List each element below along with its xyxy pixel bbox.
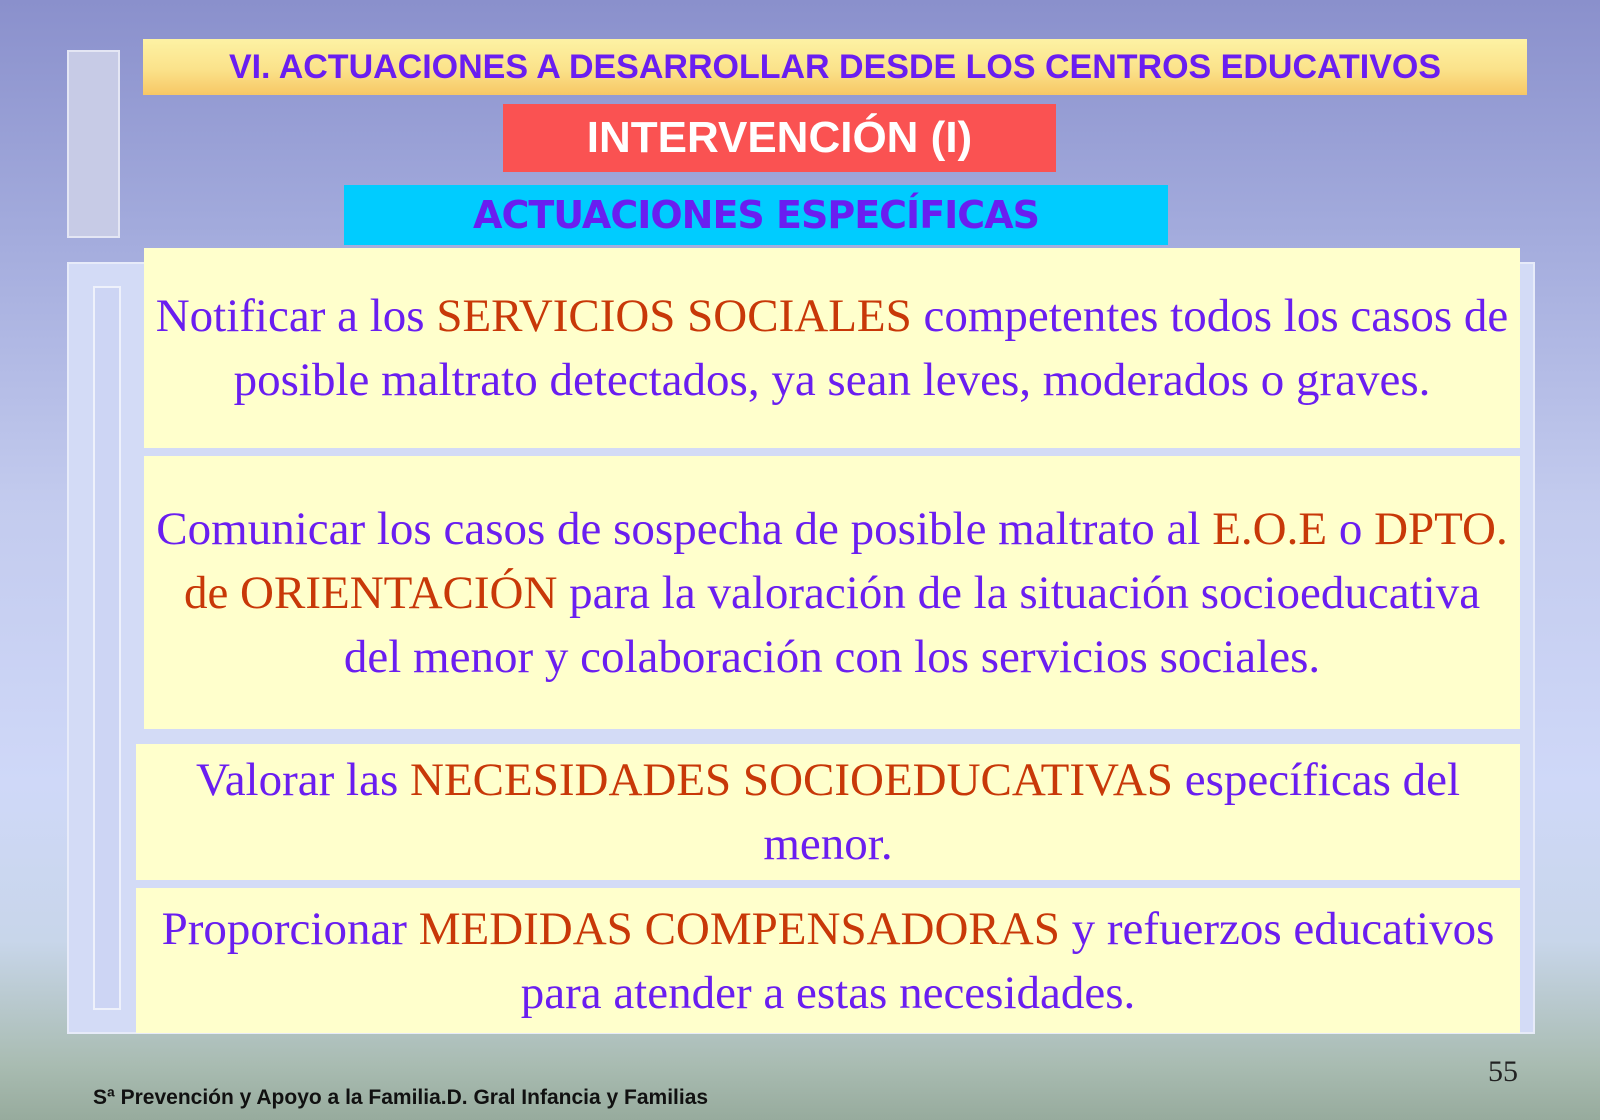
action-highlight-1: SERVICIOS SOCIALES (436, 290, 912, 342)
action-highlight-2b: DPTO. de ORIENTACIÓN (183, 502, 1508, 619)
action-text-4-pre: Proporcionar (161, 902, 419, 955)
action-card-2 (144, 456, 1520, 729)
footer-credit: Sª Prevención y Apoyo a la Familia.D. Gral Infancia y Familias (93, 1086, 709, 1109)
action-text-2-mid: o (1327, 502, 1375, 555)
action-text-1-pre: Notificar a los (155, 290, 437, 342)
subsection-heading: ACTUACIONES ESPECÍFICAS (344, 185, 1168, 245)
action-text-2-post: para la valoración de la situación socioeducativa del menor y colaboración con los servicios sociales. (343, 566, 1481, 683)
decorative-top-block (67, 50, 120, 238)
action-text-2-pre: Comunicar los casos de sospecha de posible maltrato al (156, 502, 1213, 555)
section-heading: INTERVENCIÓN (I) (503, 104, 1056, 172)
action-text-1 (154, 284, 1510, 412)
page-number: 55 (1488, 1055, 1518, 1088)
action-highlight-4: MEDIDAS COMPENSADORAS (418, 902, 1060, 955)
action-text-4-post: y refuerzos educativos para atender a estas necesidades. (520, 902, 1495, 1019)
action-highlight-2a: E.O.E (1212, 502, 1328, 555)
action-text-2 (154, 497, 1510, 689)
action-text-4 (146, 897, 1510, 1025)
slide-title: VI. ACTUACIONES A DESARROLLAR DESDE LOS CENTROS EDUCATIVOS (143, 39, 1527, 95)
action-card-4 (136, 888, 1520, 1033)
decorative-side-bar (93, 286, 121, 1010)
action-text-1-post: competentes todos los casos de posible maltrato detectados, ya sean leves, moderados o graves. (233, 290, 1509, 406)
action-card-1 (144, 248, 1520, 448)
action-highlight-3: NECESIDADES SOCIOEDUCATIVAS (410, 754, 1173, 806)
action-text-3-post: específicas del menor. (763, 754, 1461, 870)
action-card-3 (136, 744, 1520, 880)
action-text-3-pre: Valorar las (195, 754, 410, 806)
action-text-3 (146, 748, 1510, 876)
